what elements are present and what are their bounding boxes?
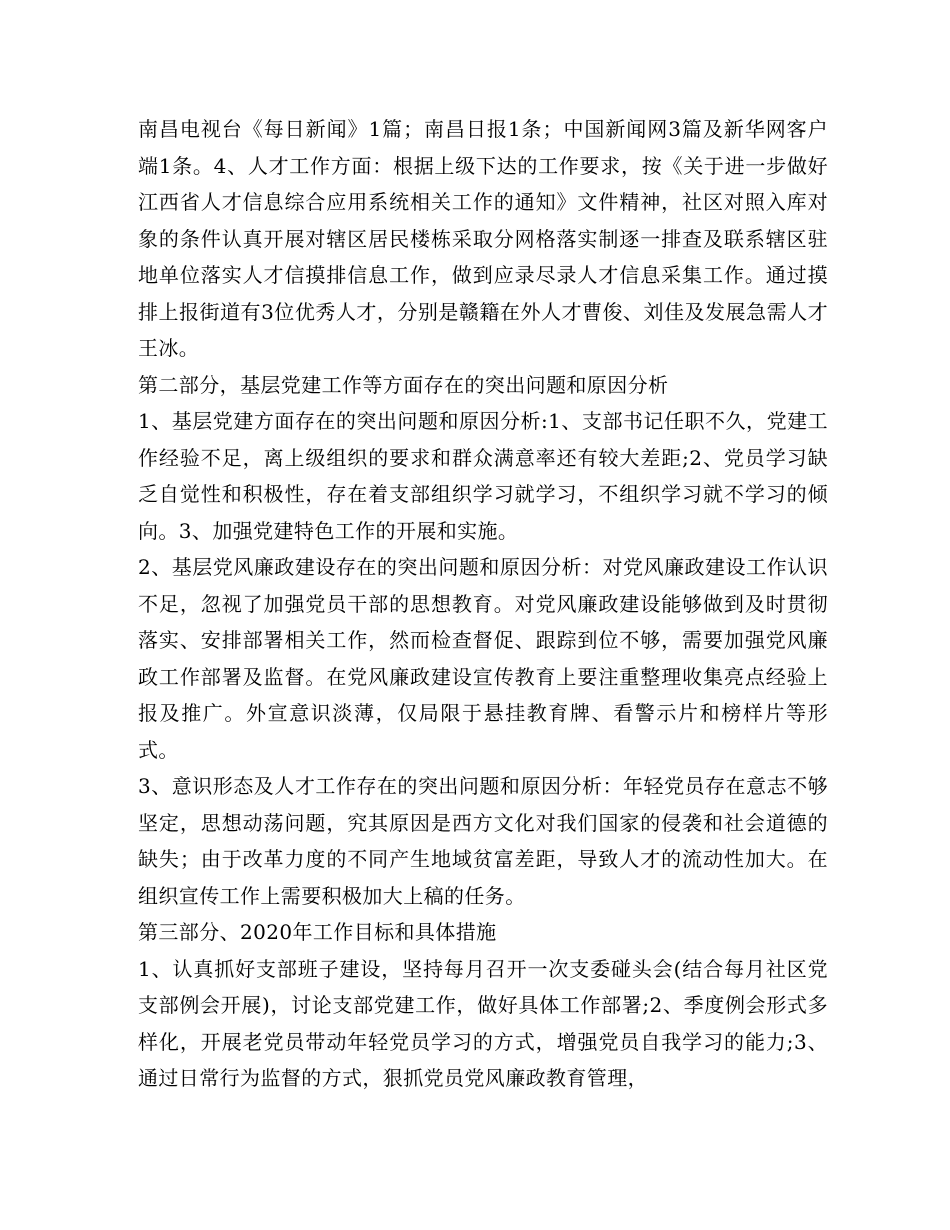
paragraph-2020-measures: 1、认真抓好支部班子建设，坚持每月召开一次支委碰头会(结合每月社区党支部例会开展)，讨论支部党建工作，做好具体工作部署;2、季度例会形式多样化，开展老党员带动年轻党员学习的方式，增强党员自我学习的能力;3、通过日常行为监督的方式，狠抓党员党风廉政教育管理，: [138, 956, 828, 1090]
section-heading-part-three: 第三部分、2020年工作目标和具体措施: [138, 920, 497, 944]
paragraph-clean-governance-issues: 2、基层党风廉政建设存在的突出问题和原因分析：对党风廉政建设工作认识不足，忽视了加强党员干部的思想教育。对党风廉政建设能够做到及时贯彻落实、安排部署相关工作，然而检查督促、跟踪到位不够，需要加强党风廉政工作部署及监督。在党风廉政建设宣传教育上要注重整理收集亮点经验上报及推广。外宣意识淡薄，仅局限于悬挂教育牌、看警示片和榜样片等形式。: [138, 555, 828, 762]
section-heading-part-two: 第二部分，基层党建工作等方面存在的突出问题和原因分析: [138, 372, 669, 397]
paragraph-party-building-issues: 1、基层党建方面存在的突出问题和原因分析:1、支部书记任职不久，党建工作经验不足，离上级组织的要求和群众满意率还有较大差距;2、党员学习缺乏自觉性和积极性，存在着支部组织学习就学习，不组织学习就不学习的倾向。3、加强党建特色工作的开展和实施。: [138, 409, 828, 543]
document-page: [138, 111, 828, 1097]
paragraph-work-summary: 南昌电视台《每日新闻》1篇；南昌日报1条；中国新闻网3篇及新华网客户端1条。4、人才工作方面：根据上级下达的工作要求，按《关于进一步做好江西省人才信息综合应用系统相关工作的通知》文件精神，社区对照入库对象的条件认真开展对辖区居民楼栋采取分网格落实制逐一排查及联系辖区驻地单位落实人才信摸排信息工作，做到应录尽录人才信息采集工作。通过摸排上报街道有3位优秀人才，分别是赣籍在外人才曹俊、刘佳及发展急需人才王冰。: [138, 117, 828, 360]
paragraph-ideology-talent-issues: 3、意识形态及人才工作存在的突出问题和原因分析：年轻党员存在意志不够坚定，思想动荡问题，究其原因是西方文化对我们国家的侵袭和社会道德的缺失；由于改革力度的不同产生地域贫富差距，导致人才的流动性加大。在组织宣传工作上需要积极加大上稿的任务。: [138, 774, 828, 908]
